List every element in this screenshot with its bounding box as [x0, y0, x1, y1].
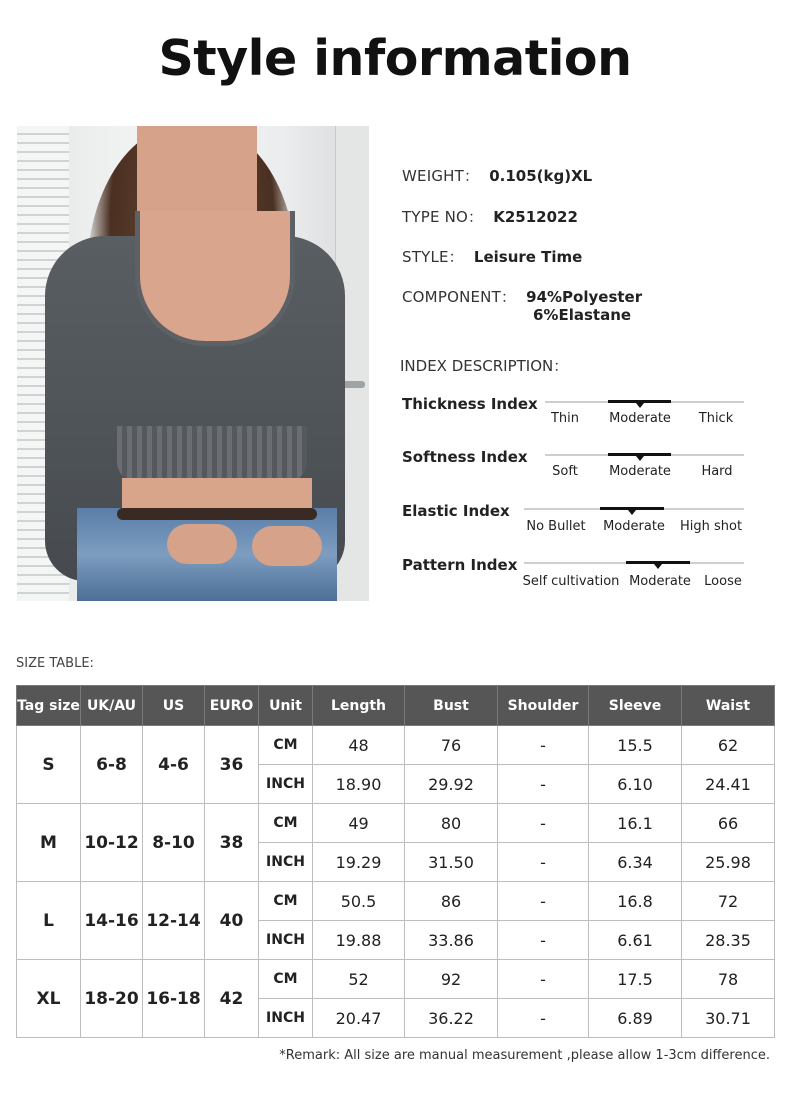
- index-name: Pattern Index: [402, 556, 518, 574]
- column-header: US: [143, 686, 205, 726]
- index-scale: [402, 448, 762, 488]
- right-hand: [252, 526, 322, 566]
- measure-cell: 31.50: [405, 843, 498, 882]
- index-option: Moderate: [629, 574, 691, 589]
- size-cell: 12-14: [143, 882, 205, 960]
- column-header: Bust: [405, 686, 498, 726]
- measure-cell: 49: [313, 804, 405, 843]
- column-header: Unit: [259, 686, 313, 726]
- measure-cell: 50.5: [313, 882, 405, 921]
- measure-cell: 6.10: [589, 765, 682, 804]
- index-option: High shot: [679, 519, 743, 534]
- product-photo: [17, 126, 369, 601]
- measure-cell: 78: [682, 960, 775, 999]
- index-scale: [402, 556, 762, 596]
- measure-cell: 29.92: [405, 765, 498, 804]
- column-header: Shoulder: [498, 686, 589, 726]
- index-name: Thickness Index: [402, 395, 538, 413]
- size-cell: 14-16: [81, 882, 143, 960]
- unit-cell: CM: [259, 804, 313, 843]
- size-cell: L: [17, 882, 81, 960]
- unit-cell: INCH: [259, 843, 313, 882]
- size-cell: 18-20: [81, 960, 143, 1038]
- unit-cell: INCH: [259, 921, 313, 960]
- weight-row: [402, 165, 592, 186]
- measure-cell: 28.35: [682, 921, 775, 960]
- unit-cell: CM: [259, 726, 313, 765]
- belt: [117, 508, 317, 520]
- index-option: Moderate: [603, 519, 665, 534]
- unit-cell: INCH: [259, 999, 313, 1038]
- size-cell: 36: [205, 726, 259, 804]
- size-cell: 6-8: [81, 726, 143, 804]
- column-header: UK/AU: [81, 686, 143, 726]
- size-cell: 16-18: [143, 960, 205, 1038]
- index-pointer-icon: [628, 510, 636, 515]
- index-option: Soft: [552, 464, 578, 479]
- measure-cell: -: [498, 804, 589, 843]
- size-cell: XL: [17, 960, 81, 1038]
- size-cell: M: [17, 804, 81, 882]
- square-neckline: [135, 211, 295, 346]
- type-no-row: [402, 206, 578, 227]
- index-option: Loose: [704, 574, 742, 589]
- column-header: Length: [313, 686, 405, 726]
- index-option: Self cultivation: [522, 574, 620, 589]
- measure-cell: 66: [682, 804, 775, 843]
- table-row: [17, 804, 775, 843]
- left-hand: [167, 524, 237, 564]
- measure-cell: -: [498, 921, 589, 960]
- component-row: [402, 286, 642, 307]
- measure-cell: -: [498, 960, 589, 999]
- measure-cell: 6.89: [589, 999, 682, 1038]
- measure-cell: -: [498, 999, 589, 1038]
- measure-cell: 76: [405, 726, 498, 765]
- index-pointer-icon: [636, 456, 644, 461]
- type-no-label: TYPE NO：: [402, 208, 484, 226]
- index-option: Hard: [701, 464, 733, 479]
- size-table-label: SIZE TABLE:: [16, 656, 94, 671]
- measure-cell: 33.86: [405, 921, 498, 960]
- index-pointer-icon: [636, 403, 644, 408]
- measure-cell: 16.1: [589, 804, 682, 843]
- table-row: [17, 960, 775, 999]
- size-table: [16, 685, 775, 1038]
- component-value: 94%Polyester: [526, 288, 643, 306]
- index-description-heading: INDEX DESCRIPTION：: [400, 357, 569, 375]
- measure-cell: 48: [313, 726, 405, 765]
- measure-cell: 6.61: [589, 921, 682, 960]
- unit-cell: CM: [259, 960, 313, 999]
- measure-cell: 18.90: [313, 765, 405, 804]
- measure-cell: 17.5: [589, 960, 682, 999]
- index-name: Softness Index: [402, 448, 528, 466]
- column-header: Waist: [682, 686, 775, 726]
- style-row: [402, 246, 582, 267]
- measure-cell: 20.47: [313, 999, 405, 1038]
- measure-cell: 25.98: [682, 843, 775, 882]
- table-row: [17, 726, 775, 765]
- index-scale: [402, 395, 762, 435]
- index-name: Elastic Index: [402, 502, 510, 520]
- measure-cell: 36.22: [405, 999, 498, 1038]
- measure-cell: 72: [682, 882, 775, 921]
- measure-cell: 19.29: [313, 843, 405, 882]
- index-option: Moderate: [609, 411, 671, 426]
- size-table-body: [17, 726, 775, 1038]
- size-table-header: [17, 686, 775, 726]
- index-option: Moderate: [609, 464, 671, 479]
- size-cell: 4-6: [143, 726, 205, 804]
- index-scale: [402, 502, 762, 542]
- size-cell: 42: [205, 960, 259, 1038]
- measure-cell: 30.71: [682, 999, 775, 1038]
- measure-cell: 80: [405, 804, 498, 843]
- measure-cell: 86: [405, 882, 498, 921]
- measure-cell: 16.8: [589, 882, 682, 921]
- column-header: Tag size: [17, 686, 81, 726]
- size-cell: S: [17, 726, 81, 804]
- column-header: EURO: [205, 686, 259, 726]
- size-cell: 40: [205, 882, 259, 960]
- page-title: Style information: [158, 30, 632, 87]
- weight-label: WEIGHT：: [402, 167, 480, 185]
- measure-cell: 15.5: [589, 726, 682, 765]
- lace-hem: [117, 426, 307, 482]
- index-option: Thin: [550, 411, 580, 426]
- unit-cell: INCH: [259, 765, 313, 804]
- weight-value: 0.105(kg)XL: [489, 167, 593, 185]
- measure-cell: 62: [682, 726, 775, 765]
- measure-cell: 19.88: [313, 921, 405, 960]
- index-option: No Bullet: [526, 519, 586, 534]
- column-header: Sleeve: [589, 686, 682, 726]
- measure-cell: 24.41: [682, 765, 775, 804]
- component-label: COMPONENT：: [402, 288, 517, 306]
- style-label: STYLE：: [402, 248, 464, 266]
- component-value-2: 6%Elastane: [533, 306, 632, 324]
- size-cell: 8-10: [143, 804, 205, 882]
- size-cell: 38: [205, 804, 259, 882]
- measure-cell: -: [498, 882, 589, 921]
- measure-cell: 92: [405, 960, 498, 999]
- index-option: Thick: [698, 411, 734, 426]
- measure-cell: 52: [313, 960, 405, 999]
- table-row: [17, 882, 775, 921]
- measure-cell: 6.34: [589, 843, 682, 882]
- type-no-value: K2512022: [493, 208, 578, 226]
- index-pointer-icon: [654, 564, 662, 569]
- size-cell: 10-12: [81, 804, 143, 882]
- style-value: Leisure Time: [473, 248, 583, 266]
- measure-cell: -: [498, 765, 589, 804]
- measure-cell: -: [498, 726, 589, 765]
- remark: *Remark: All size are manual measurement ,please allow 1-3cm difference.: [279, 1048, 770, 1063]
- unit-cell: CM: [259, 882, 313, 921]
- measure-cell: -: [498, 843, 589, 882]
